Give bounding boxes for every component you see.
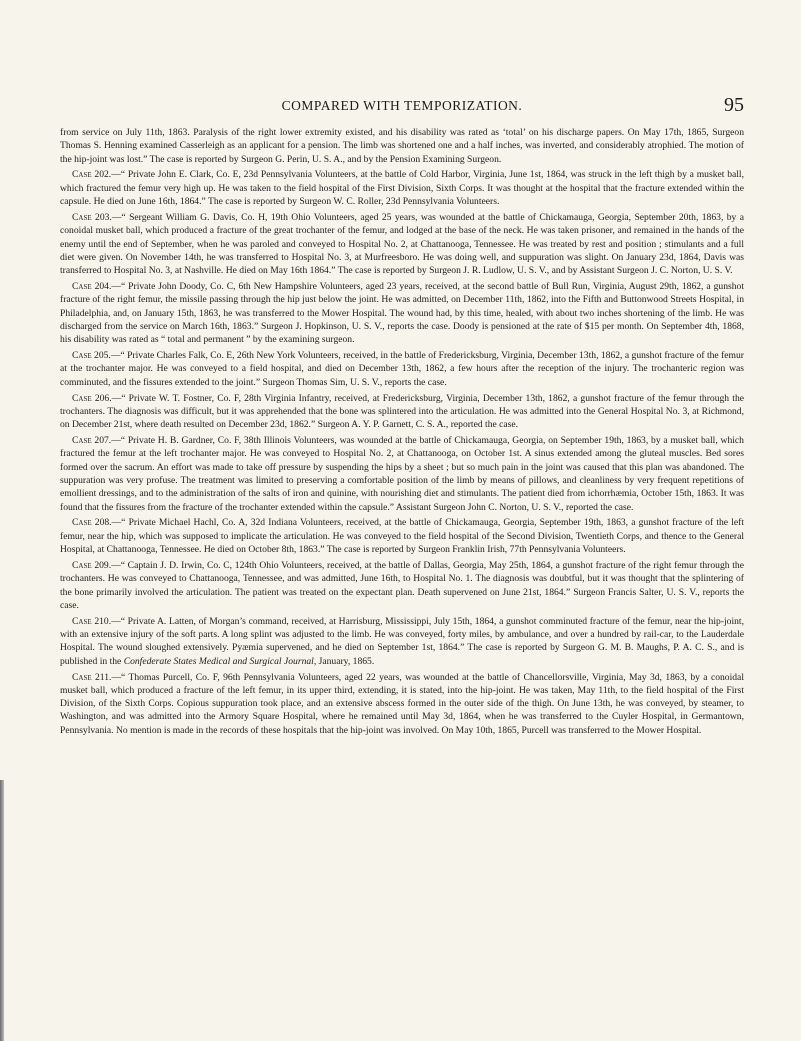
case-208 (60, 516, 744, 556)
case-label: Case 208. (72, 517, 112, 529)
case-label: Case 204. (72, 281, 112, 293)
paragraph-text: from service on July 11th, 1863. Paralysis of the right lower extremity existed, and his disability was rated as ‘total’ on his discharge papers. On May 17th, 1865, Surgeon Thomas S. Henning examined Casserleigh as an applicant for a pension. The limb was shortened one and a half inches, was inverted, and considerably atrophied. The motion of the hip-joint was lost.” The case is reported by Surgeon G. Perin, U. S. A., and by the Pension Examining Surgeon. (60, 127, 744, 165)
case-211 (60, 671, 744, 737)
paragraph-text-after: January, 1865. (316, 655, 375, 667)
running-head: COMPARED WITH TEMPORIZATION. (281, 98, 523, 113)
page-number: 95 (724, 94, 744, 116)
case-205 (60, 349, 744, 389)
case-206 (60, 392, 744, 432)
journal-title: Confederate States Medical and Surgical Journal, (123, 655, 317, 667)
paragraph-text: —“ Sergeant William G. Davis, Co. H, 19th Ohio Volunteers, aged 25 years, was wounded at the battle of Chickamauga, Georgia, September 20th, 1863, by a conoidal musket ball, which produced a fracture of the great trochanter of the femur, and lodged at the base of the neck. He was taken prisoner, and remained in the hands of the enemy until the end of September, when he was paroled and conveyed to Hospital No. 2, at Chattanooga, Tennessee. He was treated by rest and position ; stimulants and a full diet were given. On November 14th, he was transferred to Hospital No. 3, at Murfreesboro. He was doing well, and suppuration was slight. On January 23d, 1864, Davis was transferred to Hospital No. 3, at Nashville. He died on May 16th 1864.” The case is reported by Surgeon J. R. Ludlow, U. S. V., and by Assistant Surgeon J. C. Norton, U. S. V. (60, 211, 744, 277)
paragraph-text: —“ Private John E. Clark, Co. E, 23d Pennsylvania Volunteers, at the battle of Cold Harbor, Virginia, June 1st, 1864, was struck in the left thigh by a musket ball, which fractured the femur very high up. He was taken to the field hospital of the First Division, Sixth Corps. It was thought at the hospital that the fracture extended within the capsule. He died on June 16th, 1864.” The case is reported by Surgeon W. C. Roller, 23d Pennsylvania Volunteers. (60, 169, 744, 208)
case-204 (60, 280, 744, 346)
case-label: Case 209. (72, 559, 112, 571)
case-label: Case 210. (72, 615, 112, 627)
case-label: Case 211. (72, 671, 112, 683)
case-207 (60, 434, 744, 514)
paragraph-text: —“ Private Charles Falk, Co. E, 26th New York Volunteers, received, in the battle of Fredericksburg, Virginia, December 13th, 1862, a gunshot fracture of the femur at the trochanter major. He was conveyed to a field hospital, and died on December 13th, 1862, a few hours after the reception of the injury. The trochanteric region was comminuted, and the fissures extended to the joint.” Surgeon Thomas Sim, U. S. V., reports the case. (60, 350, 744, 388)
page-header (60, 94, 744, 120)
paragraph-text: —“ Private W. T. Fostner, Co. F, 28th Virginia Infantry, received, at Fredericksburg, Virginia, December 13th, 1862, a gunshot fracture of the femur through the trochanters. The diagnosis was difficult, but it was apprehended that the bone was splintered into the articulation. He was admitted into the General Hospital No. 3, at Richmond, on December 21st, where death resulted on December 23d, 1862.” Surgeon A. Y. P. Garnett, C. S. A., reported the case. (60, 392, 745, 431)
case-label: Case 207. (72, 435, 112, 447)
paragraph-continuation (60, 126, 744, 166)
paragraph-text: —“ Thomas Purcell, Co. F, 96th Pennsylvania Volunteers, aged 22 years, was wounded at the battle of Chancellorsville, Virginia, May 3d, 1863, by a conoidal musket ball, which produced a fracture of the left femur, in its upper third, extending, it is stated, into the hip-joint. He was taken, May 11th, to the field hospital of the First Division, of the Sixth Corps. Copious suppuration took place, and an extensive abscess formed in the outer side of the thigh. On June 13th, he was conveyed, by steamer, to Washington, and was admitted into the Armory Square Hospital, where he remained until May 3d, 1864, when he was transferred to the Cuyler Hospital, in Germantown, Pennsylvania. No mention is made in the records of these hospitals that the hip-joint was involved. On May 10th, 1865, Purcell was transferred to the Mower Hospital. (60, 671, 744, 736)
case-label: Case 206. (72, 392, 112, 404)
case-label: Case 205. (72, 350, 111, 362)
case-209 (60, 559, 744, 612)
scan-edge-shadow (0, 780, 4, 1041)
paragraph-text: —“ Private John Doody, Co. C, 6th New Hampshire Volunteers, aged 23 years, received, at the second battle of Bull Run, Virginia, August 29th, 1862, a gunshot fracture of the right femur, the missile passing through the hip just below the joint. He was admitted, on December 11th, 1862, into the Fifth and Buttonwood Streets Hospital, in Philadelphia, and, on January 15th, 1863, he was transferred to the Mower Hospital. The wound had, by this time, healed, with about two inches shortening of the limb. He was discharged from the service on March 16th, 1863.” Surgeon J. Hopkinson, U. S. V., reports the case. Doody is pensioned at the rate of $15 per month. On September 4th, 1868, his disability was rated as “ total and permanent ” by the examining surgeon. (60, 281, 744, 346)
paragraph-text: —“ Private Michael Hachl, Co. A, 32d Indiana Volunteers, received, at the battle of Chickamauga, Georgia, September 19th, 1863, a gunshot fracture of the left femur, near the hip, which was supposed to implicate the articulation. He was conveyed to the field hospital of the Second Division, Twentieth Corps, and thence to the General Hospital, at Chattanooga, Tennessee. He died on October 8th, 1863.” The case is reported by Surgeon Franklin Irish, 77th Pennsylvania Volunteers. (60, 517, 744, 556)
paragraph-text: —“ Captain J. D. Irwin, Co. C, 124th Ohio Volunteers, received, at the battle of Dallas, Georgia, May 25th, 1864, a gunshot fracture of the right femur through the trochanters. He was conveyed to Chattanooga, Tennessee, and was admitted, June 16th, to Hospital No. 1. The diagnosis was doubtful, but it was thought that the splintering of the bone primarily involved the articulation. The patient was treated on the expectant plan. Death supervened on June 21st, 1864.” Surgeon Francis Salter, U. S. V., reports the case. (60, 559, 744, 611)
page-body (60, 126, 744, 740)
case-203 (60, 211, 744, 277)
paragraph-text: —“ Private H. B. Gardner, Co. F, 38th Illinois Volunteers, was wounded at the battle of Chickamauga, Georgia, on September 19th, 1863, by a musket ball, which fractured the femur at the left trochanter major. He was conveyed to Hospital No. 2, at Chattanooga, on October 1st. A sinus extended among the gluteal muscles. Bed sores formed over the sacrum. An effort was made to take off pressure by suspending the hips by a sheet ; but so much pain in the joint was caused that this plan was abandoned. The suppuration was very profuse. The treatment was limited to preserving a comfortable position of the limb by means of pillows, and cleanliness by very frequent repetitions of emollient dressings, and to the administration of the salts of iron and quinine, with nourishing diet and stimulants. The patient died from ichorrhæmia, October 15th, 1863. It was found that the fissures from the fracture of the trochanter extended within the capsule.” Assistant Surgeon John C. Norton, U. S. V., reported the case. (60, 435, 744, 513)
case-label: Case 203. (72, 211, 112, 223)
paragraph-text: —“ Private A. Latten, of Morgan’s command, received, at Harrisburg, Mississippi, July 15th, 1864, a gunshot comminuted fracture of the femur, near the hip-joint, with an extensive injury of the soft parts. A long splint was adjusted to the limb. He was conveyed, forty miles, by ambulance, and over a hundred by rail-car, to the Lauderdale Hospital. The wound sloughed extensively. Pyæmia supervened, and he died on September 1st, 1864.” The case is reported by Surgeon G. M. B. Maughs, P. A. C. S., and is published in the (60, 615, 745, 667)
case-label: Case 202. (72, 169, 112, 181)
case-202 (60, 168, 744, 208)
case-210 (60, 615, 744, 668)
